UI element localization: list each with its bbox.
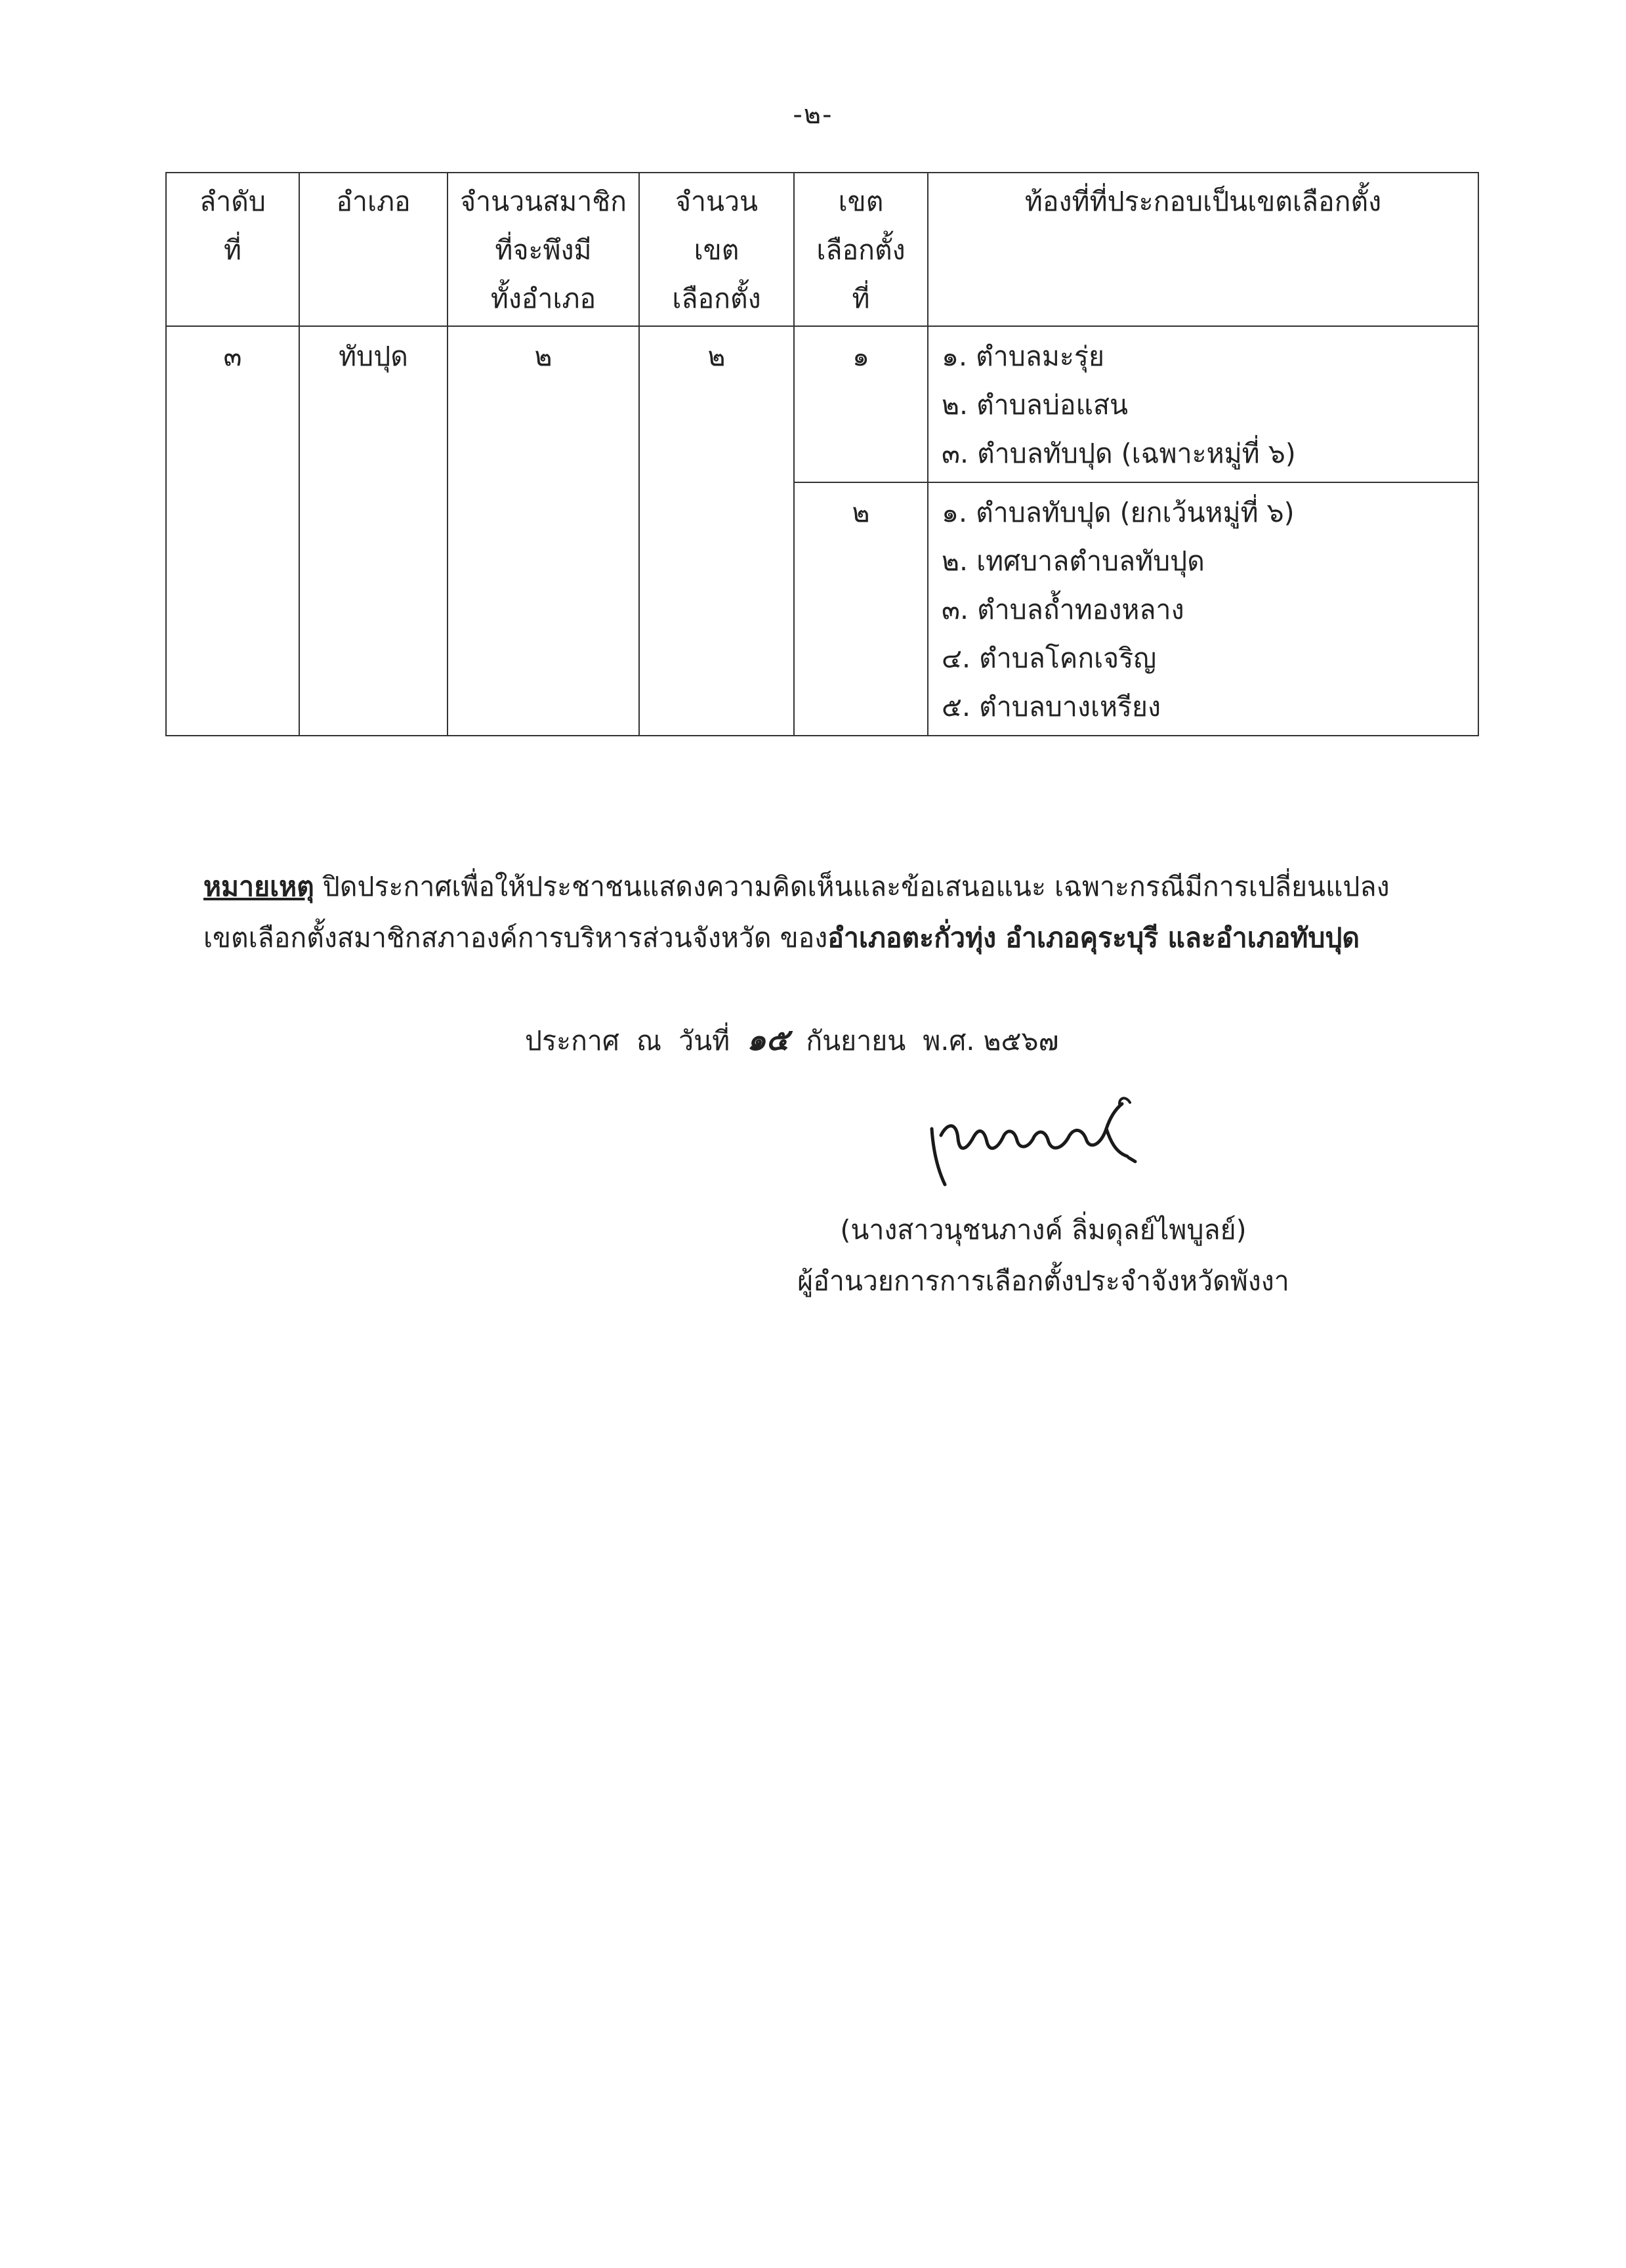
- zone-number-cell: ๒: [794, 482, 928, 736]
- area-item: ๑. ตำบลทับปุด (ยกเว้นหมู่ที่ ๖): [942, 497, 1295, 528]
- members-cell: ๒: [448, 326, 639, 736]
- header-order: ลำดับ ที่: [166, 173, 299, 326]
- header-district: อำเภอ: [299, 173, 448, 326]
- table-header-row: [166, 173, 1478, 326]
- order-cell: ๓: [166, 326, 299, 736]
- constituencies-cell: ๒: [639, 326, 794, 736]
- zone-areas-cell: [928, 326, 1478, 482]
- header-constituency-count: จำนวน เขต เลือกตั้ง: [639, 173, 794, 326]
- area-item: ๓. ตำบลทับปุด (เฉพาะหมู่ที่ ๖): [942, 438, 1296, 469]
- header-areas: ท้องที่ที่ประกอบเป็นเขตเลือกตั้ง: [928, 173, 1478, 326]
- district-cell: ทับปุด: [299, 326, 448, 736]
- note-text: ปิดประกาศเพื่อให้ประชาชนแสดงความคิดเห็นและข้อเสนอแนะ เฉพาะกรณีมีการเปลี่ยนแปลงเขตเลือกตั้งสมาชิกสภาองค์การบริหารส่วนจังหวัด ของ: [203, 871, 1390, 954]
- note-label: หมายเหตุ: [203, 871, 314, 902]
- area-item: ๓. ตำบลถ้ำทองหลาง: [942, 594, 1184, 625]
- area-item: ๑. ตำบลมะรุ่ย: [942, 341, 1104, 372]
- area-item: ๒. เทศบาลตำบลทับปุด: [942, 545, 1205, 577]
- announcement-prefix: ประกาศ ณ วันที่: [525, 1025, 747, 1057]
- page-number: -๒-: [793, 100, 833, 130]
- header-members: จำนวนสมาชิก ที่จะพึงมี ทั้งอำเภอ: [448, 173, 639, 326]
- announcement-day: ๑๕: [747, 1022, 789, 1057]
- header-zone-number: เขต เลือกตั้ง ที่: [794, 173, 928, 326]
- area-item: ๔. ตำบลโคกเจริญ: [942, 642, 1157, 674]
- area-item: ๕. ตำบลบางเหรียง: [942, 691, 1161, 723]
- announcement-suffix: กันยายน พ.ศ. ๒๕๖๗: [789, 1025, 1059, 1057]
- note-districts: อำเภอตะกั่วทุ่ง อำเภอคุระบุรี และอำเภอทับปุด: [827, 922, 1360, 954]
- zone-areas-cell: [928, 482, 1478, 736]
- signer-name: (นางสาวนุชนภางค์ ลิ่มดุลย์ไพบูลย์): [840, 1214, 1247, 1246]
- zone-number-cell: ๑: [794, 326, 928, 482]
- table-row: [166, 326, 1478, 482]
- signature-image: [919, 1089, 1168, 1194]
- note-paragraph: [203, 861, 1424, 963]
- area-item: ๒. ตำบลบ่อแสน: [942, 389, 1129, 421]
- signer-title: ผู้อำนวยการการเลือกตั้งประจำจังหวัดพังงา: [797, 1265, 1289, 1297]
- announcement-date: [525, 1016, 1058, 1064]
- constituency-table: [165, 172, 1479, 736]
